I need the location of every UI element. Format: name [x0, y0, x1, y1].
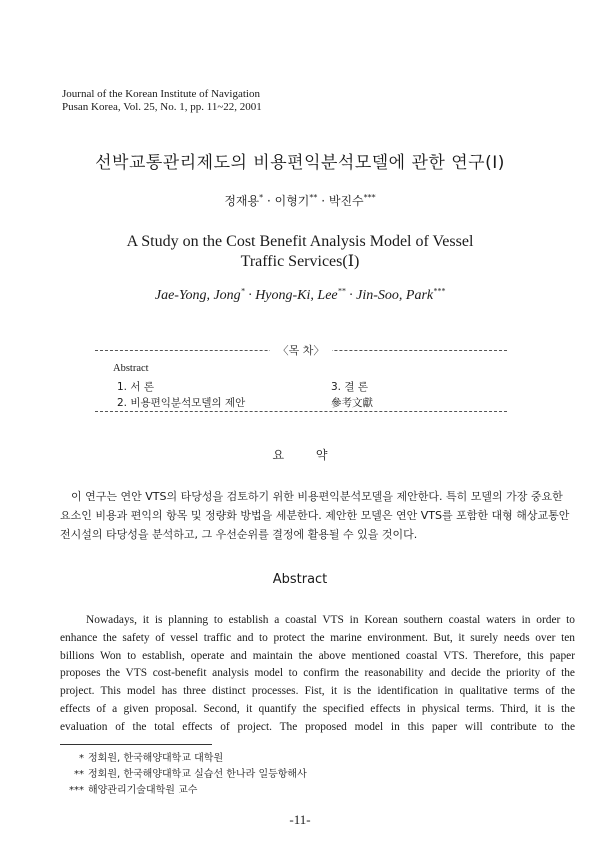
toc-heading: 〈목 차〉 [95, 342, 507, 358]
korean-title: 선박교통관리제도의 비용편익분석모델에 관한 연구(Ⅰ) [95, 153, 505, 173]
abstract-line: evaluation of the total effects of project. The proposed model in this paper will contribute to the [60, 720, 575, 733]
author-mark: ** [337, 286, 346, 296]
toc-item-model: 2. 비용편익분석모델의 제안 [117, 397, 246, 409]
toc-item-references: 參考文獻 [331, 397, 373, 409]
summary-line: 전시설의 타당성을 분석하고, 그 우선순위를 결정에 활용될 수 있을 것이다. [60, 528, 418, 541]
author-mark: *** [363, 193, 376, 202]
author-name: 정재용 [224, 194, 260, 208]
footnotes [62, 751, 307, 799]
summary-line: 이 연구는 연안 VTS의 타당성을 검토하기 위한 비용편익분석모델을 제안한다. 특히 모델의 가장 중요한 [71, 490, 563, 503]
toc-item-conclusion: 3. 결 론 [331, 381, 368, 393]
author-name: Jin-Soo, Park [356, 288, 434, 303]
author-mark: ** [309, 193, 318, 202]
abstract-line: enhance the safety of vessel traffic and to protect the marine environment. But, it surely needs over ten [60, 631, 575, 644]
author-name: 이형기 [274, 194, 310, 208]
footnote [62, 783, 307, 799]
abstract-line: Nowadays, it is planning to establish a coastal VTS in Korean southern coastal waters in order to [86, 614, 575, 626]
page-number: -11- [289, 812, 311, 827]
abstract-heading: Abstract [272, 572, 328, 587]
toc-abstract: Abstract [113, 363, 149, 374]
english-abstract [60, 612, 575, 737]
author-name: 박진수 [328, 194, 364, 208]
author-mark: *** [433, 286, 446, 296]
author-separator: · [266, 194, 271, 208]
english-title-line: A Study on the Cost Benefit Analysis Model of Vessel [126, 233, 474, 250]
journal-header [62, 88, 262, 114]
author-mark: * [240, 286, 245, 296]
english-authors [0, 288, 600, 304]
author-separator: · [321, 194, 326, 208]
abstract-line: effects of a given proposal. Second, it quantify the specified effects in physical terms. Third, it is the [60, 702, 575, 715]
author-separator: · [248, 288, 252, 303]
abstract-line: project. This model has three distinct processes. Fist, it is the identification in qualitative terms of the [60, 685, 575, 698]
journal-issue: Pusan Korea, Vol. 25, No. 1, pp. 11~22, 2001 [62, 101, 262, 113]
footnote-mark: * [79, 753, 84, 764]
author-mark: * [259, 193, 264, 202]
footnote-text: 해양관리기술대학원 교수 [88, 785, 198, 796]
author-separator: · [349, 288, 353, 303]
footnote-mark: ** [74, 769, 84, 780]
summary-line: 요소인 비용과 편익의 항목 및 정량화 방법을 세분한다. 제안한 모델은 연안 VTS를 포함한 대형 해상교통안 [60, 509, 570, 522]
abstract-line: billions Won to establish, operate and maintain the above mentioned coastal VTS. Therefore, this paper [60, 649, 575, 662]
footnote-divider [60, 744, 212, 745]
abstract-line: proposes the VTS cost-benefit analysis model to confirm the reasonability and decide the priority of the [60, 667, 575, 680]
english-title [0, 232, 600, 272]
footnote-text: 정회원, 한국해양대학교 대학원 [88, 753, 224, 764]
korean-authors [0, 192, 600, 209]
toc-item-introduction: 1. 서 론 [117, 381, 154, 393]
journal-name: Journal of the Korean Institute of Navigation [62, 88, 260, 100]
author-name: Jae-Yong, Jong [154, 288, 241, 303]
english-title-line: Traffic Services(Ⅰ) [240, 253, 360, 270]
korean-summary [60, 487, 578, 544]
korean-summary-heading: 요 약 [272, 448, 342, 462]
footnote [62, 767, 307, 783]
footnote-mark: *** [69, 785, 84, 796]
footnote [62, 751, 307, 767]
footnote-text: 정회원, 한국해양대학교 실습선 한나라 일등항해사 [88, 769, 307, 780]
author-name: Hyong-Ki, Lee [255, 288, 338, 303]
table-of-contents [95, 344, 507, 412]
